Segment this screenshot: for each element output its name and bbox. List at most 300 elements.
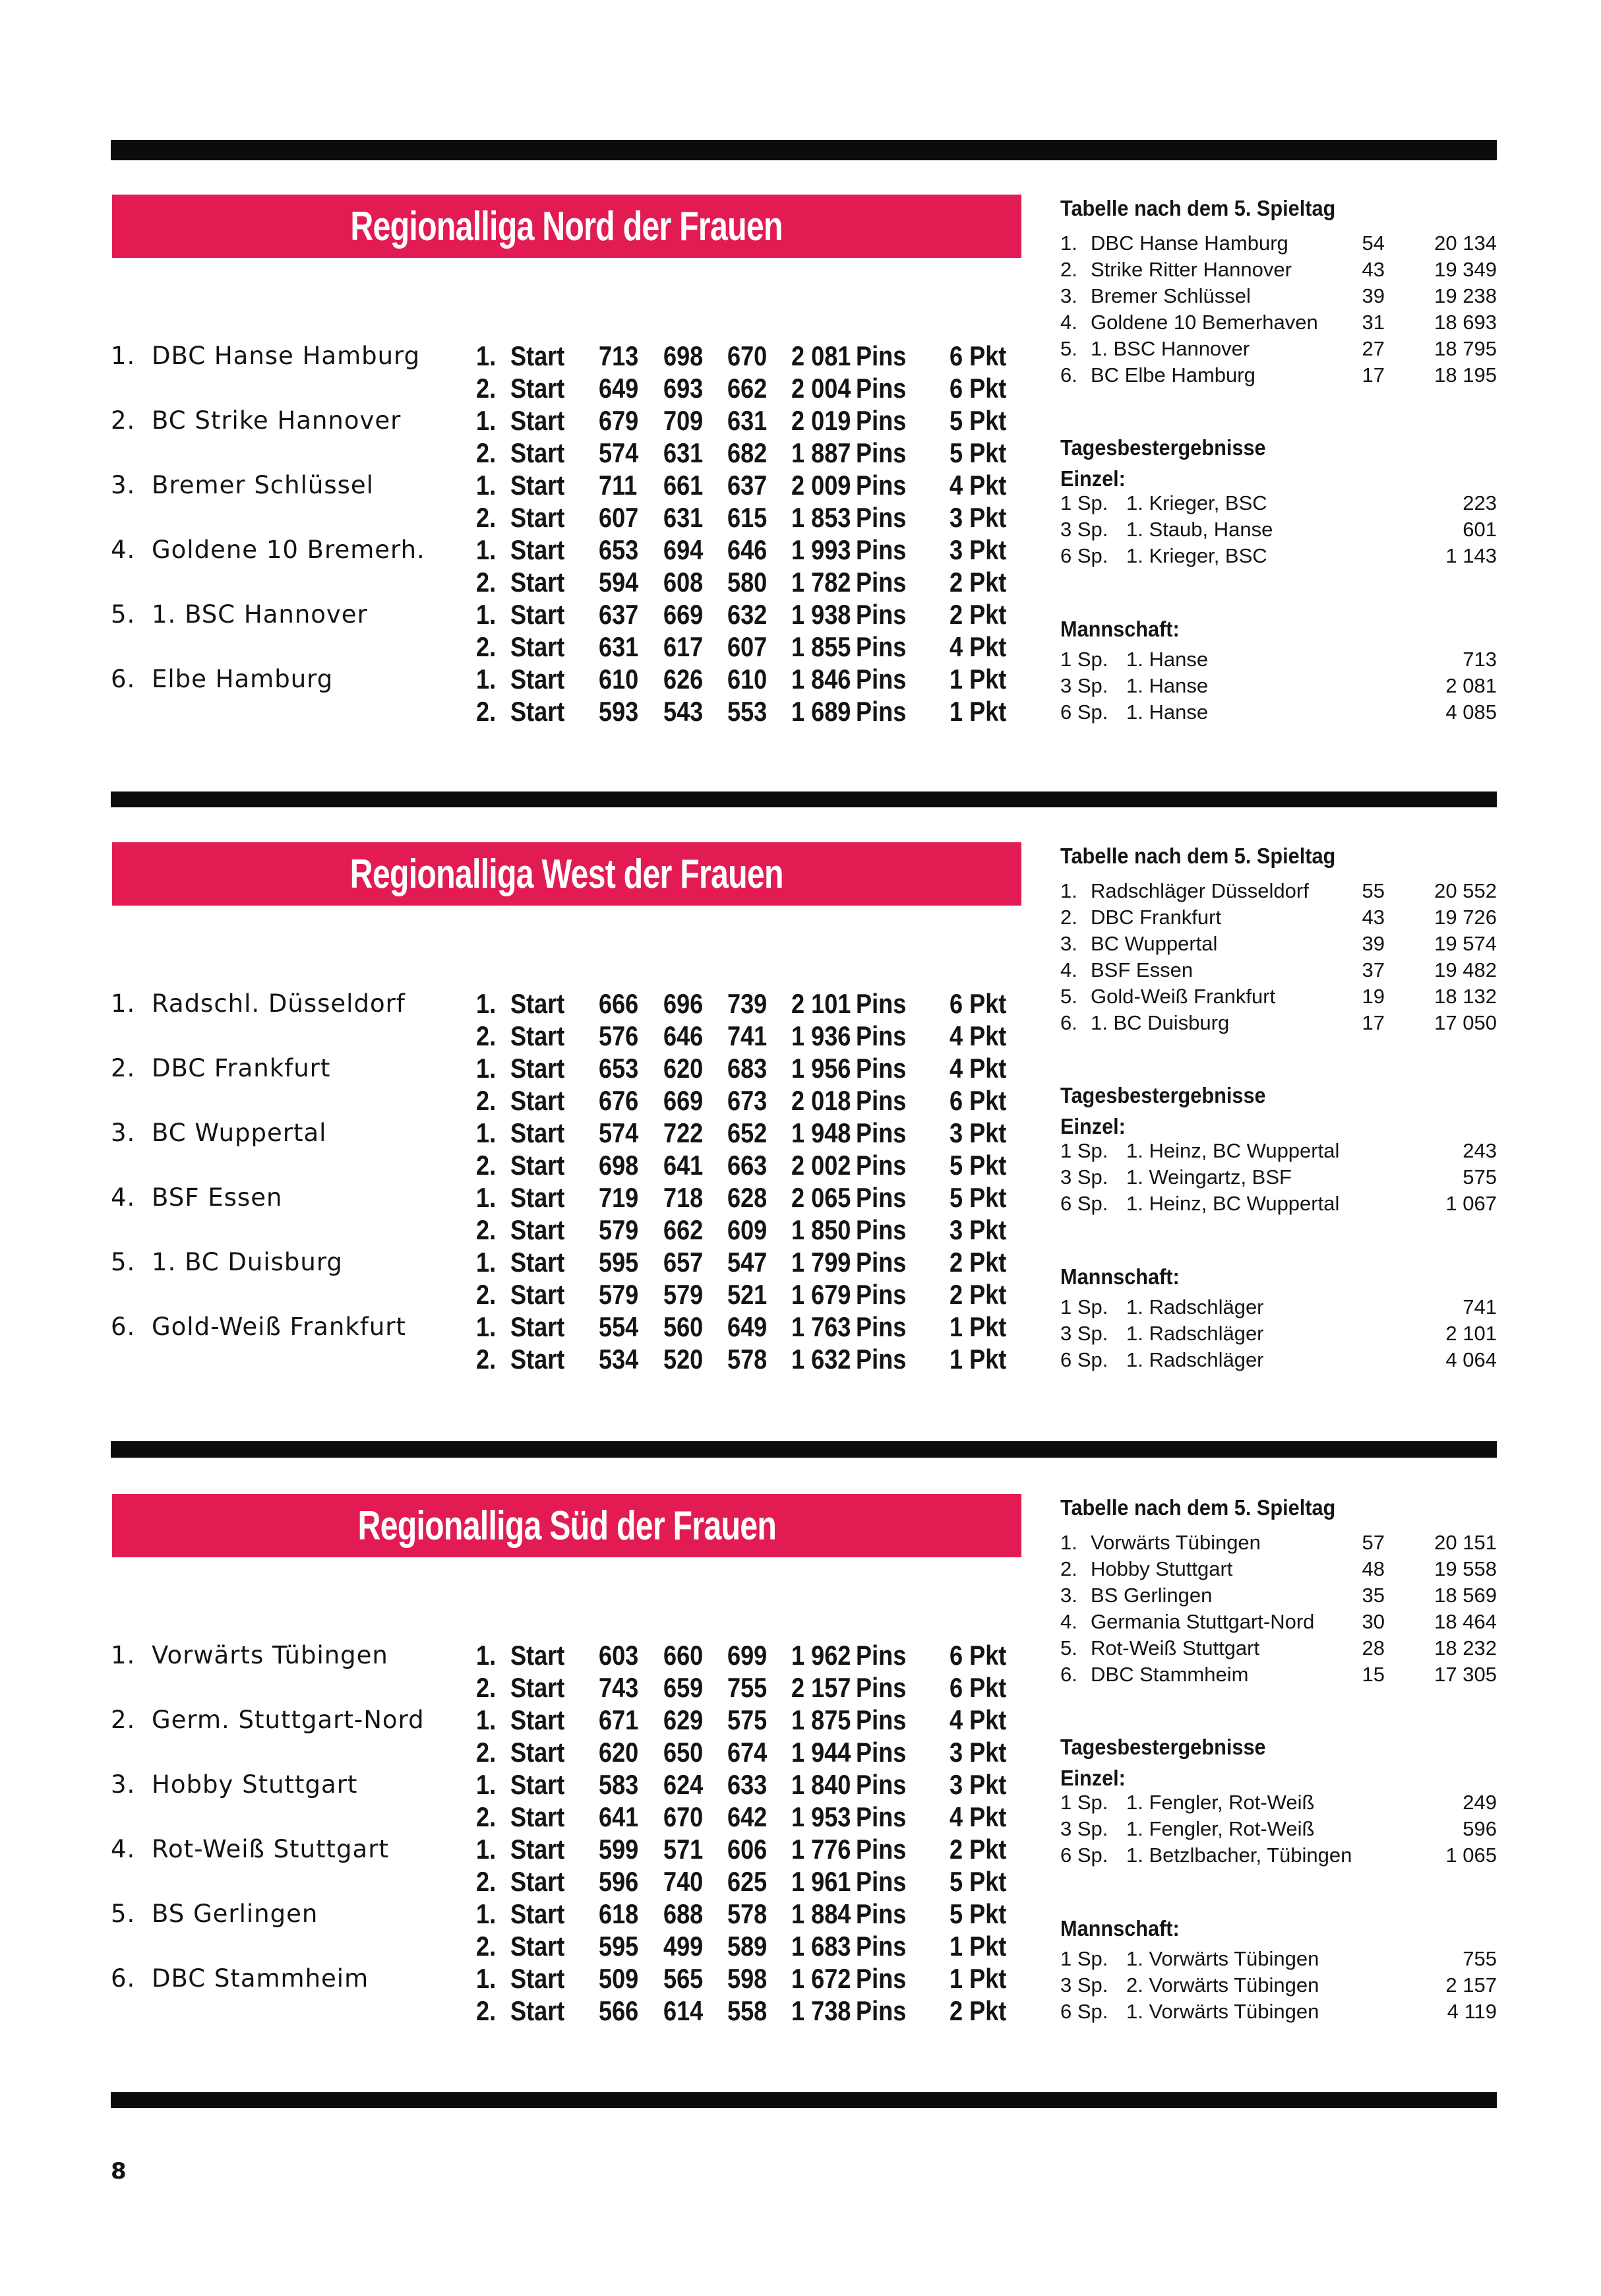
standings-pins: 20 151 (1434, 1531, 1497, 1554)
games-count: 3 Sp. (1060, 1165, 1108, 1189)
standings-team: BSF Essen (1091, 958, 1193, 981)
standings-team: BC Wuppertal (1091, 932, 1218, 955)
game-3-score: 674 (727, 1737, 768, 1768)
start-label: Start (510, 534, 565, 565)
points-value: 5 (950, 437, 963, 468)
standings-row (1060, 878, 1497, 904)
points-value: 6 (950, 340, 963, 371)
start-label: Start (510, 1117, 565, 1148)
best-value: 1 143 (1445, 544, 1497, 567)
points (950, 1736, 1006, 1768)
points (950, 372, 1006, 404)
team-name: 1. Hanse (1126, 674, 1209, 697)
pins-label: Pins (856, 1020, 907, 1051)
standings-pins: 19 726 (1434, 906, 1497, 929)
game-1-score: 637 (599, 599, 639, 630)
game-2-score: 631 (663, 502, 704, 533)
pins-label: Pins (856, 696, 907, 727)
game-1-score: 594 (599, 567, 639, 598)
game-1-score: 593 (599, 696, 639, 727)
points (950, 534, 1006, 566)
mannschaft-heading: Mannschaft: (1060, 617, 1180, 641)
points-value: 1 (950, 1931, 963, 1962)
game-3-score: 558 (727, 1995, 768, 2026)
total-pins: 2 009 (791, 470, 851, 501)
total-pins: 1 846 (791, 664, 851, 695)
result-row (111, 340, 1027, 372)
team-label: Elbe Hamburg (152, 665, 334, 693)
points (950, 1962, 1006, 1995)
team-rank: 5. (111, 1248, 136, 1276)
start-label: Start (510, 1640, 565, 1671)
points (950, 1930, 1006, 1962)
standings-row (1060, 1582, 1497, 1609)
points-label: Pkt (969, 1279, 1007, 1310)
game-2-score: 650 (663, 1737, 704, 1768)
team-label: Goldene 10 Bremerh. (152, 536, 425, 564)
points-label: Pkt (969, 1247, 1007, 1278)
start-number: 2. (476, 567, 497, 598)
points-label: Pkt (969, 340, 1007, 371)
game-1-score: 534 (599, 1344, 639, 1375)
start-label: Start (510, 1053, 565, 1084)
points (950, 437, 1006, 469)
games-count: 6 Sp. (1060, 544, 1108, 567)
team-name: 1. Radschläger (1126, 1295, 1264, 1319)
points-label: Pkt (969, 1117, 1007, 1148)
points (950, 1995, 1006, 2027)
points (950, 469, 1006, 501)
points-value: 4 (950, 1020, 963, 1051)
points-label: Pkt (969, 696, 1007, 727)
team-name (111, 1962, 369, 1995)
game-2-score: 565 (663, 1963, 704, 1994)
game-3-score: 598 (727, 1963, 768, 1994)
games-count: 3 Sp. (1060, 674, 1108, 697)
points-label: Pkt (969, 437, 1007, 468)
start-label: Start (510, 1931, 565, 1962)
best-value: 575 (1463, 1165, 1497, 1189)
standings-team: BS Gerlingen (1091, 1584, 1213, 1607)
team-rank: 4. (111, 1183, 136, 1212)
best-value: 4 085 (1445, 700, 1497, 724)
game-3-score: 575 (727, 1704, 768, 1735)
pins-label: Pins (856, 1931, 907, 1962)
game-1-score: 574 (599, 437, 639, 468)
result-row (111, 1801, 1027, 1833)
result-row (111, 566, 1027, 598)
points-value: 4 (950, 631, 963, 662)
standings-team: DBC Hanse Hamburg (1091, 232, 1288, 255)
points-value: 5 (950, 1866, 963, 1897)
game-3-score: 649 (727, 1311, 768, 1342)
points (950, 1768, 1006, 1801)
game-3-score: 609 (727, 1214, 768, 1245)
points (950, 1214, 1006, 1246)
standings-team: Gold-Weiß Frankfurt (1091, 985, 1276, 1008)
start-number: 1. (476, 1898, 497, 1929)
points (950, 1117, 1006, 1149)
einzel-row (1060, 1138, 1497, 1164)
games-count: 1 Sp. (1060, 1295, 1108, 1319)
points (950, 566, 1006, 598)
standings-pins: 18 464 (1434, 1610, 1497, 1633)
start-number: 1. (476, 1834, 497, 1865)
start-number: 2. (476, 373, 497, 404)
team-name (111, 404, 401, 437)
games-count: 6 Sp. (1060, 1192, 1108, 1215)
standings-row (1060, 1609, 1497, 1635)
points (950, 1084, 1006, 1117)
game-2-score: 740 (663, 1866, 704, 1897)
game-2-score: 670 (663, 1801, 704, 1832)
result-row (111, 1865, 1027, 1898)
team-name: 1. Radschläger (1126, 1348, 1264, 1371)
mannschaft-row (1060, 673, 1497, 699)
mannschaft-heading: Mannschaft: (1060, 1916, 1180, 1940)
standings-team: Strike Ritter Hannover (1091, 258, 1292, 281)
start-number: 1. (476, 1704, 497, 1735)
points-value: 6 (950, 373, 963, 404)
standings-pins: 19 482 (1434, 958, 1497, 981)
standings-pins: 18 693 (1434, 311, 1497, 334)
start-label: Start (510, 988, 565, 1019)
result-row (111, 437, 1027, 469)
points (950, 1704, 1006, 1736)
standings-title: Tabelle nach dem 5. Spieltag (1060, 844, 1336, 868)
start-label: Start (510, 664, 565, 695)
points-value: 2 (950, 1834, 963, 1865)
game-3-score: 589 (727, 1931, 768, 1962)
standings-rank: 4. (1060, 311, 1077, 334)
points-label: Pkt (969, 664, 1007, 695)
total-pins: 2 101 (791, 988, 851, 1019)
team-name (111, 598, 368, 631)
result-row (111, 1246, 1027, 1278)
start-label: Start (510, 502, 565, 533)
points-value: 1 (950, 664, 963, 695)
team-name (111, 987, 406, 1020)
total-pins: 1 855 (791, 631, 851, 662)
games-count: 3 Sp. (1060, 1322, 1108, 1345)
points (950, 1052, 1006, 1084)
pins-label: Pins (856, 437, 907, 468)
standings-rank: 1. (1060, 1531, 1077, 1554)
games-count: 6 Sp. (1060, 1844, 1108, 1867)
points (950, 1833, 1006, 1865)
result-row (111, 1833, 1027, 1865)
pins-label: Pins (856, 470, 907, 501)
games-count: 3 Sp. (1060, 518, 1108, 541)
result-row (111, 1052, 1027, 1084)
team-rank: 1. (111, 989, 136, 1018)
start-number: 2. (476, 1995, 497, 2026)
pins-label: Pins (856, 1704, 907, 1735)
standings-pins: 20 552 (1434, 879, 1497, 902)
pins-label: Pins (856, 1898, 907, 1929)
result-row (111, 501, 1027, 534)
einzel-row (1060, 1789, 1497, 1816)
best-value: 596 (1463, 1817, 1497, 1840)
game-3-score: 652 (727, 1117, 768, 1148)
game-1-score: 641 (599, 1801, 639, 1832)
standings-points: 39 (1362, 932, 1385, 955)
game-2-score: 660 (663, 1640, 704, 1671)
pins-label: Pins (856, 567, 907, 598)
team-rank: 2. (111, 1706, 136, 1734)
game-3-score: 607 (727, 631, 768, 662)
game-2-score: 499 (663, 1931, 704, 1962)
game-2-score: 659 (663, 1672, 704, 1703)
einzel-heading: Einzel: (1060, 1114, 1126, 1138)
team-name: 1. Hanse (1126, 648, 1209, 671)
pins-label: Pins (856, 1963, 907, 1994)
start-label: Start (510, 1737, 565, 1768)
points-value: 3 (950, 1117, 963, 1148)
best-value: 741 (1463, 1295, 1497, 1319)
start-number: 1. (476, 1311, 497, 1342)
pins-label: Pins (856, 1279, 907, 1310)
standings-points: 43 (1362, 258, 1385, 281)
start-number: 1. (476, 664, 497, 695)
points (950, 1898, 1006, 1930)
start-label: Start (510, 1963, 565, 1994)
result-row (111, 469, 1027, 501)
einzel-row (1060, 1816, 1497, 1842)
standings-row (1060, 336, 1497, 362)
points-label: Pkt (969, 1995, 1007, 2026)
pins-label: Pins (856, 340, 907, 371)
total-pins: 1 782 (791, 567, 851, 598)
player-name: 1. Weingartz, BSF (1126, 1165, 1292, 1189)
result-row (111, 1639, 1027, 1671)
games-count: 1 Sp. (1060, 648, 1108, 671)
standings-title: Tabelle nach dem 5. Spieltag (1060, 196, 1336, 220)
team-rank: 5. (111, 1900, 136, 1928)
total-pins: 1 956 (791, 1053, 851, 1084)
standings-points: 48 (1362, 1557, 1385, 1580)
points-value: 2 (950, 567, 963, 598)
team-name: 1. Hanse (1126, 700, 1209, 724)
points-value: 6 (950, 1672, 963, 1703)
game-1-score: 579 (599, 1279, 639, 1310)
start-label: Start (510, 1995, 565, 2026)
standings-row (1060, 283, 1497, 309)
team-name (111, 1052, 330, 1084)
start-number: 1. (476, 988, 497, 1019)
start-number: 2. (476, 1801, 497, 1832)
pins-label: Pins (856, 631, 907, 662)
start-label: Start (510, 405, 565, 436)
game-3-score: 628 (727, 1182, 768, 1213)
points-label: Pkt (969, 405, 1007, 436)
best-value: 223 (1463, 491, 1497, 514)
team-rank: 3. (111, 471, 136, 499)
team-name (111, 1246, 343, 1278)
player-name: 1. Heinz, BC Wuppertal (1126, 1192, 1340, 1215)
pins-label: Pins (856, 1117, 907, 1148)
game-3-score: 553 (727, 696, 768, 727)
standings-pins: 20 134 (1434, 232, 1497, 255)
game-2-score: 694 (663, 534, 704, 565)
points-value: 6 (950, 988, 963, 1019)
team-rank: 3. (111, 1119, 136, 1147)
start-label: Start (510, 599, 565, 630)
points (950, 598, 1006, 631)
result-row (111, 1149, 1027, 1181)
game-3-score: 610 (727, 664, 768, 695)
einzel-row (1060, 490, 1497, 516)
total-pins: 1 853 (791, 502, 851, 533)
standings-title: Tabelle nach dem 5. Spieltag (1060, 1495, 1336, 1520)
standings-points: 19 (1362, 985, 1385, 1008)
points-value: 5 (950, 1898, 963, 1929)
total-pins: 1 953 (791, 1801, 851, 1832)
points-value: 5 (950, 405, 963, 436)
standings-pins: 18 232 (1434, 1636, 1497, 1660)
game-1-score: 620 (599, 1737, 639, 1768)
team-rank: 6. (111, 1964, 136, 1993)
standings-points: 17 (1362, 363, 1385, 387)
game-3-score: 683 (727, 1053, 768, 1084)
result-row (111, 1768, 1027, 1801)
points (950, 501, 1006, 534)
games-count: 1 Sp. (1060, 1947, 1108, 1970)
game-1-score: 743 (599, 1672, 639, 1703)
start-label: Start (510, 1866, 565, 1897)
team-label: DBC Stammheim (152, 1964, 369, 1993)
result-row (111, 1343, 1027, 1375)
game-2-score: 696 (663, 988, 704, 1019)
game-1-score: 574 (599, 1117, 639, 1148)
team-name (111, 469, 374, 501)
total-pins: 2 157 (791, 1672, 851, 1703)
standings-rank: 6. (1060, 363, 1077, 387)
page-number: 8 (111, 2158, 127, 2185)
game-1-score: 509 (599, 1963, 639, 1994)
mannschaft-row (1060, 1999, 1497, 2025)
total-pins: 1 936 (791, 1020, 851, 1051)
total-pins: 1 840 (791, 1769, 851, 1800)
points-label: Pkt (969, 502, 1007, 533)
game-1-score: 607 (599, 502, 639, 533)
best-value: 249 (1463, 1791, 1497, 1814)
standings-rank: 1. (1060, 232, 1077, 255)
standings-row (1060, 257, 1497, 283)
points-value: 2 (950, 599, 963, 630)
standings-team: 1. BC Duisburg (1091, 1011, 1230, 1034)
pins-label: Pins (856, 1182, 907, 1213)
start-label: Start (510, 1214, 565, 1245)
team-name: 2. Vorwärts Tübingen (1126, 1973, 1319, 1997)
standings-points: 57 (1362, 1531, 1385, 1554)
start-label: Start (510, 1150, 565, 1181)
pins-label: Pins (856, 1640, 907, 1671)
game-2-score: 661 (663, 470, 704, 501)
games-count: 6 Sp. (1060, 700, 1108, 724)
game-3-score: 521 (727, 1279, 768, 1310)
team-name (111, 534, 425, 566)
team-rank: 4. (111, 1835, 136, 1863)
standings-row (1060, 309, 1497, 336)
start-number: 2. (476, 631, 497, 662)
pins-label: Pins (856, 502, 907, 533)
standings-pins: 18 195 (1434, 363, 1497, 387)
team-label: Rot-Weiß Stuttgart (152, 1835, 389, 1863)
start-number: 1. (476, 1640, 497, 1671)
standings-team: Bremer Schlüssel (1091, 284, 1251, 307)
points-label: Pkt (969, 1898, 1007, 1929)
result-row (111, 404, 1027, 437)
standings-rank: 5. (1060, 337, 1077, 360)
game-3-score: 663 (727, 1150, 768, 1181)
standings-row (1060, 1661, 1497, 1688)
total-pins: 1 993 (791, 534, 851, 565)
points-value: 5 (950, 1182, 963, 1213)
game-1-score: 595 (599, 1931, 639, 1962)
game-2-score: 617 (663, 631, 704, 662)
standings-row (1060, 957, 1497, 983)
total-pins: 1 672 (791, 1963, 851, 1994)
points-value: 1 (950, 1963, 963, 1994)
team-label: Vorwärts Tübingen (152, 1641, 388, 1669)
total-pins: 2 081 (791, 340, 851, 371)
pins-label: Pins (856, 664, 907, 695)
team-rank: 2. (111, 406, 136, 435)
pins-label: Pins (856, 1801, 907, 1832)
best-results-title: Tagesbestergebnisse (1060, 1083, 1266, 1107)
player-name: 1. Krieger, BSC (1126, 491, 1267, 514)
best-value: 1 067 (1445, 1192, 1497, 1215)
total-pins: 2 018 (791, 1085, 851, 1116)
pins-label: Pins (856, 1311, 907, 1342)
game-2-score: 693 (663, 373, 704, 404)
game-2-score: 614 (663, 1995, 704, 2026)
game-3-score: 646 (727, 534, 768, 565)
game-1-score: 576 (599, 1020, 639, 1051)
team-name (111, 1181, 282, 1214)
standings-rank: 2. (1060, 906, 1077, 929)
game-3-score: 699 (727, 1640, 768, 1671)
game-2-score: 709 (663, 405, 704, 436)
game-3-score: 625 (727, 1866, 768, 1897)
total-pins: 1 632 (791, 1344, 851, 1375)
game-1-score: 653 (599, 534, 639, 565)
team-rank: 6. (111, 1313, 136, 1341)
points-label: Pkt (969, 1085, 1007, 1116)
points (950, 987, 1006, 1020)
points (950, 631, 1006, 663)
pins-label: Pins (856, 405, 907, 436)
standings-pins: 18 795 (1434, 337, 1497, 360)
total-pins: 1 738 (791, 1995, 851, 2026)
game-3-score: 633 (727, 1769, 768, 1800)
start-label: Start (510, 1672, 565, 1703)
standings-pins: 18 132 (1434, 985, 1497, 1008)
standings-panel (1060, 844, 1497, 1384)
points-value: 1 (950, 1344, 963, 1375)
total-pins: 2 019 (791, 405, 851, 436)
start-label: Start (510, 1769, 565, 1800)
standings-pins: 19 349 (1434, 258, 1497, 281)
game-3-score: 642 (727, 1801, 768, 1832)
start-label: Start (510, 1279, 565, 1310)
game-1-score: 666 (599, 988, 639, 1019)
games-count: 1 Sp. (1060, 1139, 1108, 1162)
player-name: 1. Fengler, Rot-Weiß (1126, 1791, 1315, 1814)
start-number: 1. (476, 470, 497, 501)
start-number: 2. (476, 502, 497, 533)
